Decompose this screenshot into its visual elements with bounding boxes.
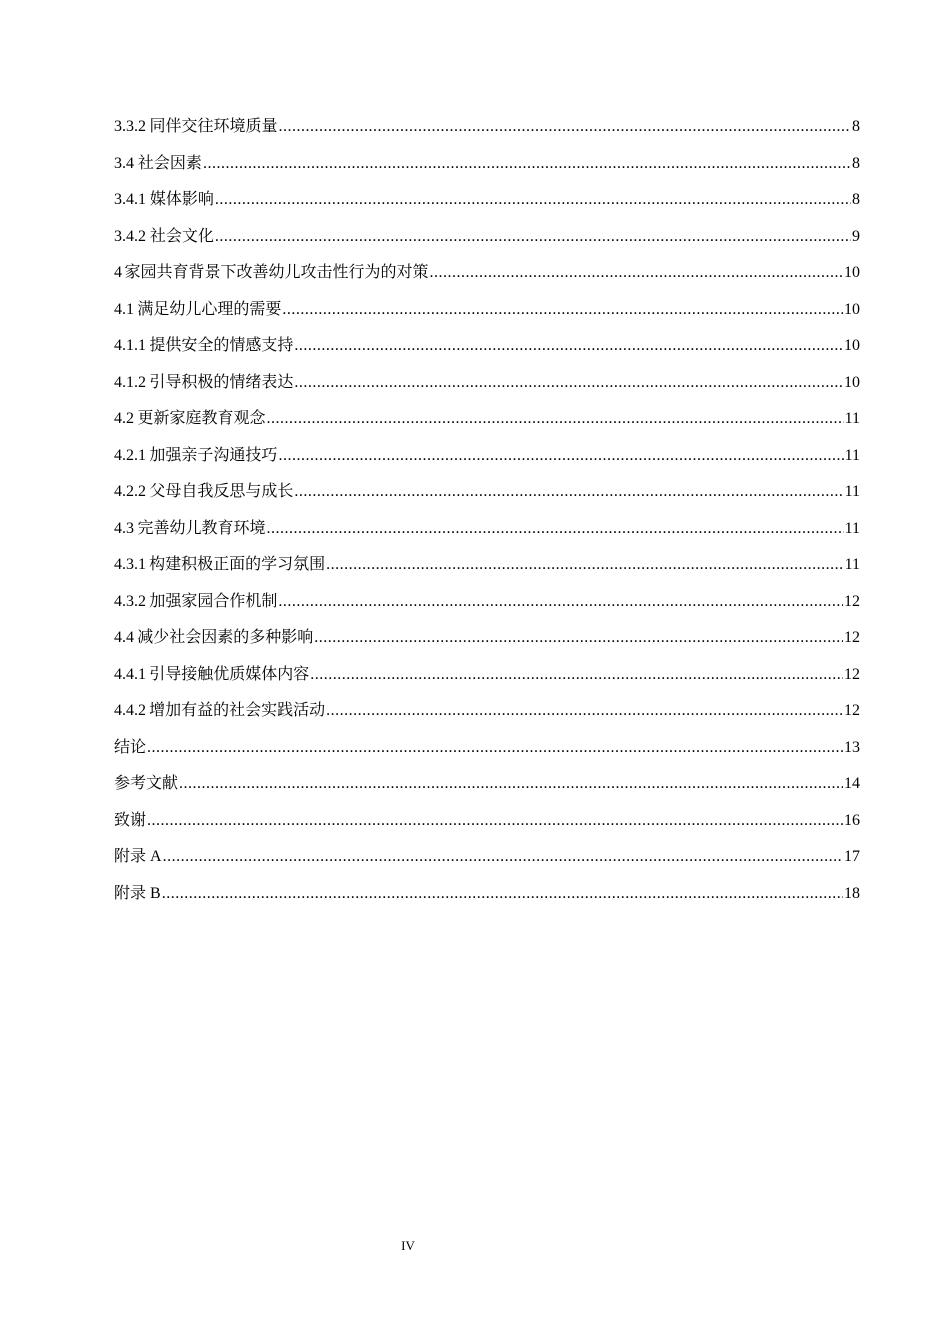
toc-entry-title: 媒体影响 xyxy=(149,191,214,208)
toc-dot-leader xyxy=(314,623,843,653)
toc-entry-number: 4.1.1 xyxy=(114,337,146,354)
toc-entry-number: 4.4 xyxy=(114,629,134,646)
toc-entry-3-4[interactable] xyxy=(114,149,860,186)
toc-dot-leader xyxy=(267,514,844,544)
toc-entry-4-1-2[interactable] xyxy=(114,368,860,405)
toc-dot-leader xyxy=(147,806,843,836)
toc-entry-page: 11 xyxy=(844,446,860,464)
toc-entry-page: 12 xyxy=(844,702,860,719)
toc-entry-title: 社会文化 xyxy=(149,227,214,245)
toc-entry-page: 12 xyxy=(844,629,860,646)
toc-entry-number: 4.2.2 xyxy=(114,483,146,500)
toc-entry-appendix-a[interactable] xyxy=(114,842,860,879)
toc-entry-page: 8 xyxy=(852,154,860,172)
toc-entry-number: 3.3.2 xyxy=(114,118,146,135)
toc-dot-leader xyxy=(430,258,843,288)
toc-entry-number: 4.3.1 xyxy=(114,556,146,573)
toc-entry-page: 10 xyxy=(844,373,860,391)
toc-entry-page: 16 xyxy=(844,811,860,829)
toc-entry-title: 提供安全的情感支持 xyxy=(149,337,294,354)
toc-dot-leader xyxy=(282,295,843,325)
toc-entry-4-3[interactable] xyxy=(114,514,860,551)
toc-entry-number: 4.3.2 xyxy=(114,592,146,610)
toc-entry-page: 11 xyxy=(844,556,860,573)
toc-entry-page: 8 xyxy=(852,118,860,135)
toc-entry-title: 加强家园合作机制 xyxy=(149,592,278,610)
toc-dot-leader xyxy=(179,769,843,799)
toc-entry-4-4-2[interactable] xyxy=(114,696,860,733)
toc-dot-leader xyxy=(326,696,843,726)
toc-entry-title: 引导接触优质媒体内容 xyxy=(149,665,310,683)
toc-dot-leader xyxy=(278,112,851,142)
toc-entry-references[interactable] xyxy=(114,769,860,806)
toc-entry-4-3-2[interactable] xyxy=(114,587,860,624)
toc-entry-3-3-2[interactable] xyxy=(114,112,860,149)
toc-entry-title: 参考文献 xyxy=(114,775,179,792)
toc-entry-number: 4.4.1 xyxy=(114,665,146,683)
page-number-footer: IV xyxy=(401,1238,415,1253)
toc-dot-leader xyxy=(278,441,843,471)
toc-entry-4-1-1[interactable] xyxy=(114,331,860,368)
toc-entry-title: 完善幼儿教育环境 xyxy=(137,519,266,537)
toc-entry-4-4-1[interactable] xyxy=(114,660,860,697)
toc-entry-number: 4.3 xyxy=(114,519,134,537)
toc-entry-page: 8 xyxy=(852,191,860,208)
toc-dot-leader xyxy=(278,587,843,617)
toc-entry-page: 10 xyxy=(844,264,860,281)
toc-entry-title: 减少社会因素的多种影响 xyxy=(137,629,314,646)
toc-entry-4-3-1[interactable] xyxy=(114,550,860,587)
toc-entry-page: 12 xyxy=(844,592,860,610)
toc-dot-leader xyxy=(203,149,851,179)
toc-entry-number: 3.4.2 xyxy=(114,227,146,245)
toc-entry-page: 11 xyxy=(844,483,860,500)
toc-entry-title: 同伴交往环境质量 xyxy=(149,118,278,135)
toc-entry-number: 4.2.1 xyxy=(114,446,146,464)
toc-entry-page: 9 xyxy=(852,227,860,245)
toc-entry-4-4[interactable] xyxy=(114,623,860,660)
toc-entry-page: 10 xyxy=(844,300,860,318)
toc-entry-number: 4.2 xyxy=(114,410,134,427)
toc-entry-title: 增加有益的社会实践活动 xyxy=(149,702,326,719)
toc-entry-title: 引导积极的情绪表达 xyxy=(149,373,294,391)
toc-entry-page: 18 xyxy=(844,884,860,902)
toc-entry-number: 4.1.2 xyxy=(114,373,146,391)
toc-entry-title: 附录 B xyxy=(114,884,161,902)
toc-dot-leader xyxy=(163,842,843,872)
toc-entry-number: 3.4 xyxy=(114,154,134,172)
toc-entry-4-1[interactable] xyxy=(114,295,860,332)
toc-entry-title: 结论 xyxy=(114,738,147,756)
toc-dot-leader xyxy=(162,879,843,909)
toc-entry-title: 满足幼儿心理的需要 xyxy=(137,300,282,318)
toc-entry-4-2[interactable] xyxy=(114,404,860,441)
toc-entry-title: 家园共育背景下改善幼儿攻击性行为的对策 xyxy=(124,264,429,281)
toc-entry-page: 13 xyxy=(844,738,860,756)
toc-entry-title: 致谢 xyxy=(114,811,147,829)
table-of-contents xyxy=(114,112,860,915)
toc-entry-title: 父母自我反思与成长 xyxy=(149,483,294,500)
toc-entry-page: 12 xyxy=(844,665,860,683)
toc-entry-page: 11 xyxy=(844,519,860,537)
toc-entry-3-4-2[interactable] xyxy=(114,222,860,259)
toc-entry-conclusion[interactable] xyxy=(114,733,860,770)
toc-entry-acknowledgements[interactable] xyxy=(114,806,860,843)
toc-dot-leader xyxy=(215,222,851,252)
toc-dot-leader xyxy=(147,733,843,763)
toc-entry-number: 4.1 xyxy=(114,300,134,318)
toc-entry-number: 4 xyxy=(114,264,122,281)
toc-entry-4-2-1[interactable] xyxy=(114,441,860,478)
toc-entry-page: 14 xyxy=(844,775,860,792)
toc-entry-title: 附录 A xyxy=(114,848,162,865)
toc-entry-4[interactable] xyxy=(114,258,860,295)
toc-entry-number: 3.4.1 xyxy=(114,191,146,208)
toc-dot-leader xyxy=(310,660,843,690)
toc-entry-page: 11 xyxy=(844,410,860,427)
toc-dot-leader xyxy=(326,550,843,580)
toc-dot-leader xyxy=(215,185,851,215)
toc-entry-title: 社会因素 xyxy=(137,154,202,172)
toc-entry-3-4-1[interactable] xyxy=(114,185,860,222)
toc-dot-leader xyxy=(294,477,843,507)
toc-entry-page: 10 xyxy=(844,337,860,354)
toc-entry-title: 构建积极正面的学习氛围 xyxy=(149,556,326,573)
toc-entry-appendix-b[interactable] xyxy=(114,879,860,916)
toc-dot-leader xyxy=(294,368,843,398)
toc-entry-page: 17 xyxy=(844,848,860,865)
toc-entry-number: 4.4.2 xyxy=(114,702,146,719)
toc-entry-4-2-2[interactable] xyxy=(114,477,860,514)
toc-entry-title: 更新家庭教育观念 xyxy=(137,410,266,427)
toc-dot-leader xyxy=(267,404,844,434)
toc-dot-leader xyxy=(294,331,843,361)
toc-entry-title: 加强亲子沟通技巧 xyxy=(149,446,278,464)
